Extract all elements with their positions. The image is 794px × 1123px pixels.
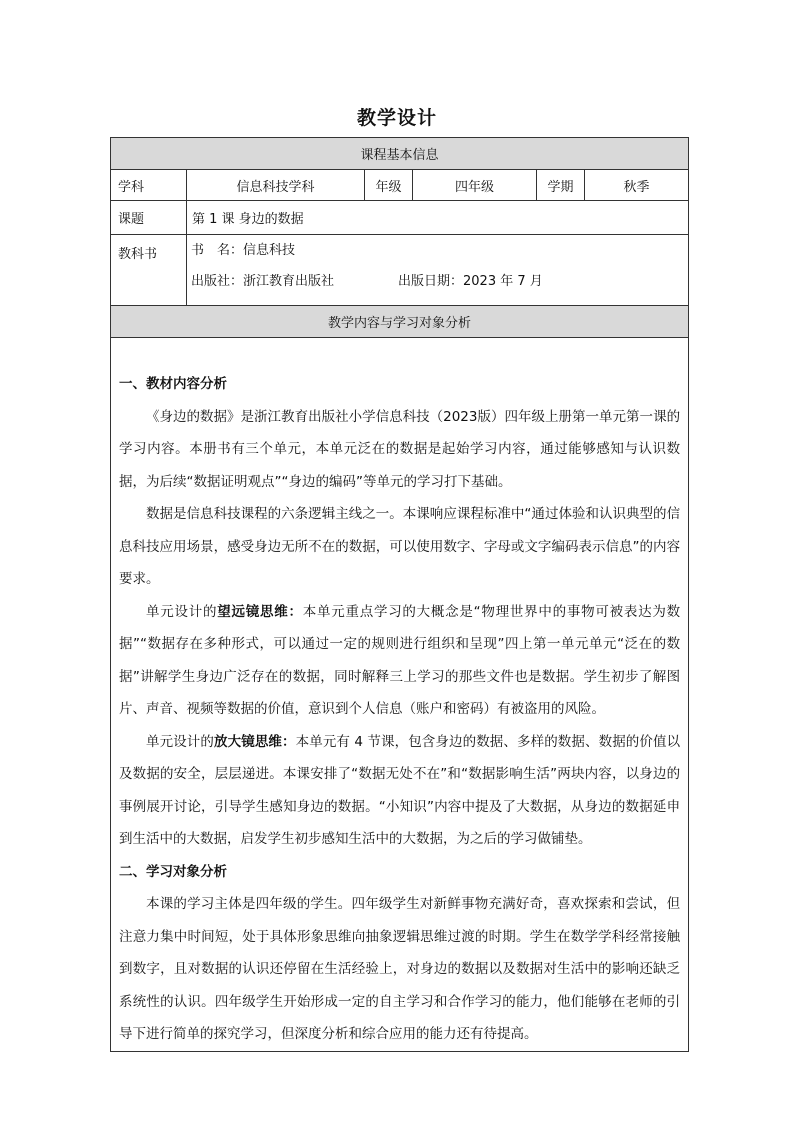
term-value: 秋季: [585, 170, 689, 201]
analysis-header: 教学内容与学习对象分析: [111, 306, 689, 338]
bold-term: 放大镜思维：: [214, 733, 296, 750]
lesson-label: 课题: [111, 201, 187, 235]
book-name: 书 名：信息科技: [191, 243, 296, 258]
lesson-value: 第 1 课 身边的数据: [187, 201, 689, 235]
paragraph: 本课的学习主体是四年级的学生。四年级学生对新鲜事物充满好奇，喜欢探索和尝试，但注意力集中时间短，处于具体形象思维向抽象逻辑思维过渡的时期。学生在数学学科经常接触到数字，且对数据的认识还停留在生活经验上，对身边的数据以及数据对生活中的影响还缺乏系统性的认识。四年级学生开始形成一定的自主学习和合作学习的能力，他们能够在老师的引导下进行简单的探究学习，但深度分析和综合应用的能力还有待提高。: [119, 896, 681, 1042]
section-title-learners: 二、学习对象分析: [119, 863, 227, 880]
grade-value: 四年级: [413, 170, 537, 201]
subject-value: 信息科技学科: [187, 170, 365, 201]
basic-info-header: 课程基本信息: [111, 138, 689, 170]
paragraph: 单元设计的望远镜思维：本单元重点学习的大概念是“物理世界中的事物可被表达为数据”“数据存在多种形式，可以通过一定的规则进行组织和呈现”四上第一单元单元“泛在的数据”讲解学生身边广泛存在的数据，同时解释三上学习的那些文件也是数据。学生初步了解图片、声音、视频等数据的价值，意识到个人信息（账户和密码）有被盗用的风险。: [119, 603, 681, 717]
grade-label: 年级: [365, 170, 413, 201]
bold-term: 望远镜思维：: [217, 603, 303, 620]
paragraph: 单元设计的放大镜思维：本单元有 4 节课，包含身边的数据、多样的数据、数据的价值以及数据的安全，层层递进。本课安排了“数据无处不在”和“数据影响生活”两块内容，以身边的事例展开讨论，引导学生感知身边的数据。“小知识”内容中提及了大数据，从身边的数据延申到生活中的大数据，启发学生初步感知生活中的大数据，为之后的学习做铺垫。: [119, 733, 681, 847]
paragraph: 数据是信息科技课程的六条逻辑主线之一。本课响应课程标准中“通过体验和认识典型的信息科技应用场景，感受身边无所不在的数据，可以使用数字、字母或文字编码表示信息”的内容要求。: [119, 506, 681, 587]
subject-label: 学科: [111, 170, 187, 201]
publisher: 出版社：浙江教育出版社: [191, 274, 335, 289]
textbook-info: [187, 235, 689, 306]
publisher-row: [187, 266, 688, 297]
lesson-design-table: [110, 137, 689, 1052]
document-title: 教学设计: [356, 107, 437, 129]
publish-date: 出版日期：2023 年 7 月: [398, 274, 543, 289]
analysis-content: [111, 338, 689, 1052]
textbook-label: 教科书: [111, 235, 187, 306]
paragraph: 《身边的数据》是浙江教育出版社小学信息科技（2023版）四年级上册第一单元第一课的学习内容。本册书有三个单元，本单元泛在的数据是起始学习内容，通过能够感知与认识数据，为后续“数据证明观点”“身边的编码”等单元的学习打下基础。: [119, 408, 681, 490]
section-title-material: 一、教材内容分析: [119, 376, 227, 392]
term-label: 学期: [537, 170, 585, 201]
